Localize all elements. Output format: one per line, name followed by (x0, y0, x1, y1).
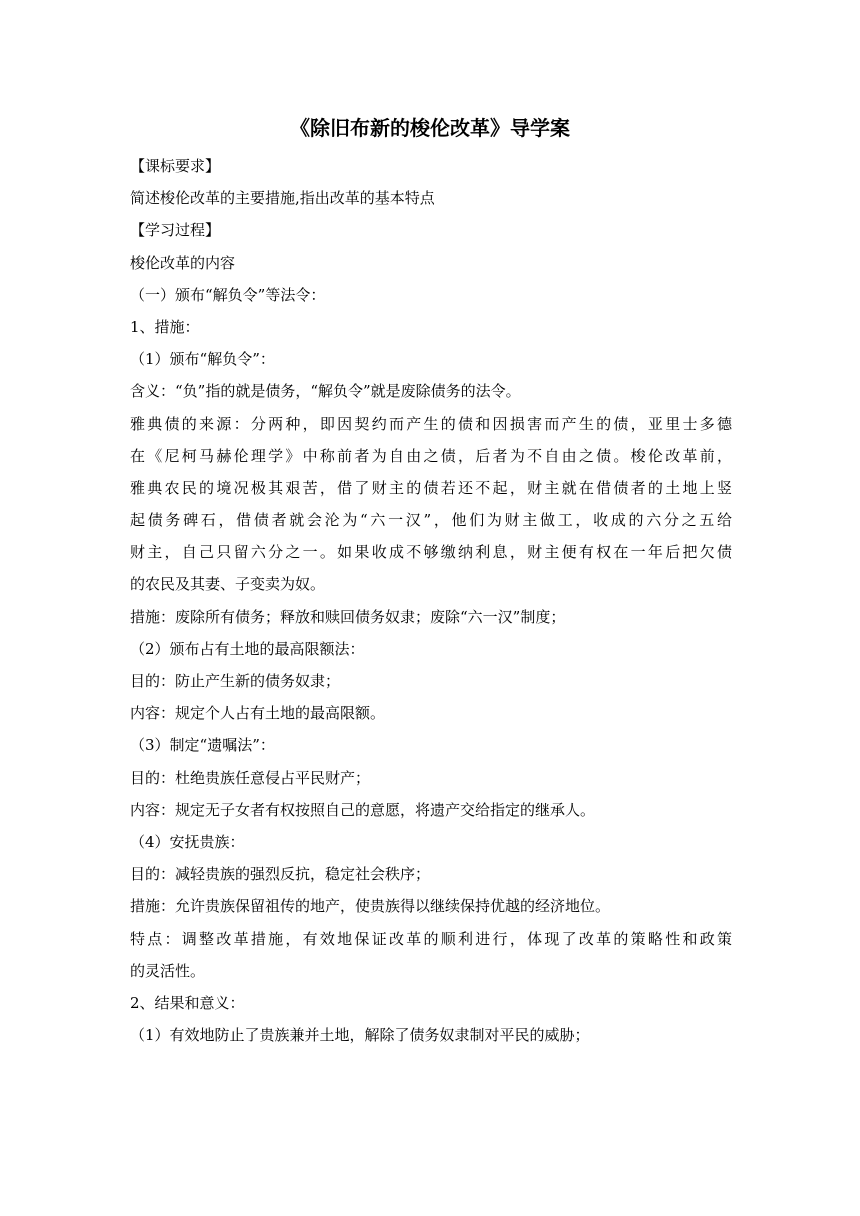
section-heading-curriculum: 【课标要求】 (130, 157, 221, 175)
measure-1-heading: （1）颁布“解负令”： (130, 350, 275, 369)
debt-origin-line-3: 雅典农民的境况极其艰苦，借了财主的债若还不起，财主就在借债者的土地上竖 (130, 478, 732, 497)
debt-origin-line-2: 在《尼柯马赫伦理学》中称前者为自由之债，后者为不自由之债。梭伦改革前， (130, 446, 732, 465)
measure-3-content: 内容：规定无子女者有权按照自己的意愿，将遗产交给指定的继承人。 (130, 800, 596, 819)
topic-heading: 梭伦改革的内容 (130, 253, 236, 272)
debt-origin-line-1: 雅典债的来源：分两种，即因契约而产生的债和因损害而产生的债，亚里士多德 (130, 414, 732, 433)
measure-2-purpose: 目的：防止产生新的债务奴隶； (130, 672, 341, 690)
measure-4-heading: （4）安抚贵族： (130, 832, 245, 851)
measure-4-actions: 措施：允许贵族保留祖传的地产，使贵族得以继续保持优越的经济地位。 (130, 897, 611, 916)
measure-2-heading: （2）颁布占有土地的最高限额法： (130, 639, 365, 658)
feature-line-2: 的灵活性。 (130, 961, 206, 980)
document-body (130, 150, 732, 1051)
debt-origin-line-6: 的农民及其妻、子变卖为奴。 (130, 575, 326, 594)
subsection-heading-1: （一）颁布“解负令”等法令： (130, 285, 326, 304)
definition-text: 含义：“负”指的就是债务，“解负令”就是废除债务的法令。 (130, 382, 521, 401)
measure-4-purpose: 目的：减轻贵族的强烈反抗，稳定社会秩序； (130, 865, 431, 884)
measure-3-purpose: 目的：杜绝贵族任意侵占平民财产； (130, 768, 371, 787)
curriculum-requirement: 简述梭伦改革的主要措施,指出改革的基本特点 (130, 189, 435, 208)
section-heading-learning-process: 【学习过程】 (130, 221, 221, 240)
document-title: 《除旧布新的梭伦改革》导学案 (290, 116, 570, 140)
debt-origin-line-5: 财主，自己只留六分之一。如果收成不够缴纳利息，财主便有权在一年后把欠债 (130, 543, 732, 562)
debt-origin-line-4: 起债务碑石，借债者就会沦为“六一汉”，他们为财主做工，收成的六分之五给 (130, 511, 732, 530)
results-heading: 2、结果和意义： (130, 993, 245, 1012)
measures-heading: 1、措施： (130, 317, 200, 336)
measure-2-content: 内容：规定个人占有土地的最高限额。 (130, 704, 386, 723)
measure-1-actions: 措施：废除所有债务；释放和赎回债务奴隶；废除“六一汉”制度； (130, 607, 566, 626)
feature-line-1: 特点：调整改革措施，有效地保证改革的顺利进行，体现了改革的策略性和政策 (130, 929, 732, 948)
result-1: （1）有效地防止了贵族兼并土地，解除了债务奴隶制对平民的威胁； (130, 1026, 590, 1045)
measure-3-heading: （3）制定“遗嘱法”： (130, 736, 275, 755)
